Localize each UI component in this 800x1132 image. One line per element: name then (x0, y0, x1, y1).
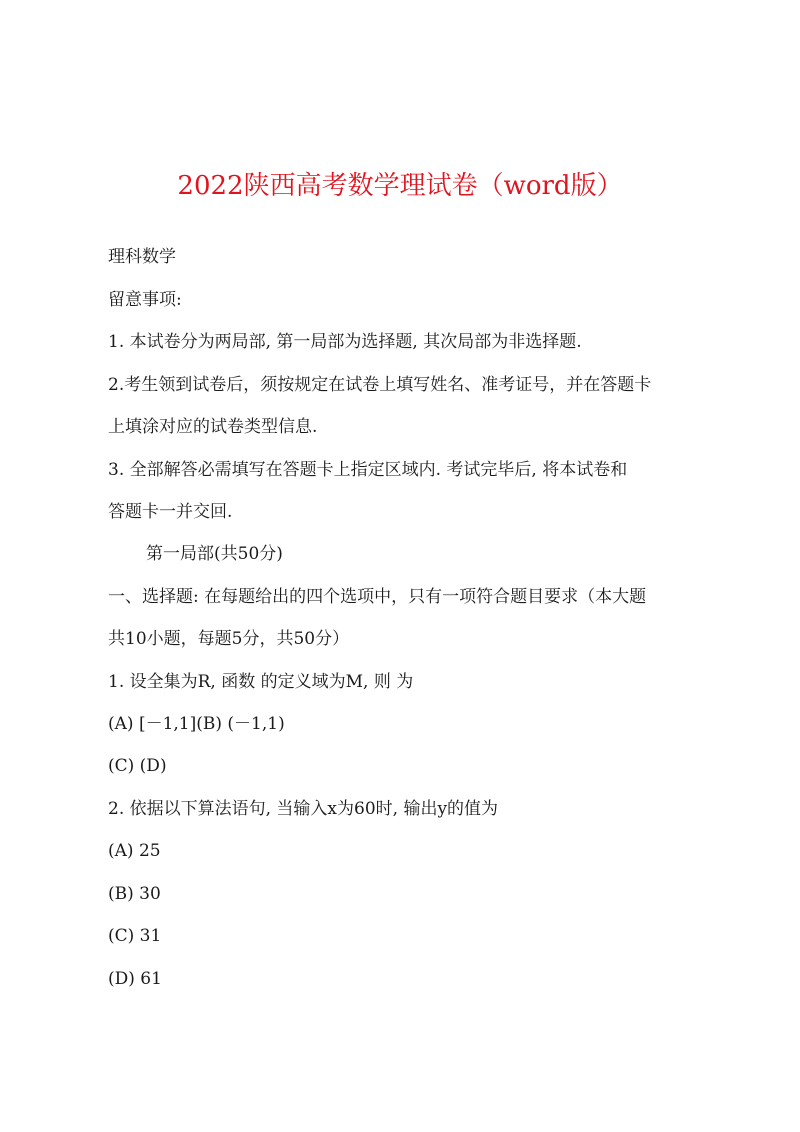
question-2-option-d: (D) 61 (108, 969, 162, 989)
notice-item-3-continued: 答题卡一并交回. (108, 502, 233, 522)
notice-heading: 留意事项: (108, 290, 182, 310)
question-2-option-a: (A) 25 (108, 841, 161, 861)
section-one-instructions: 一、选择题: 在每题给出的四个选项中，只有一项符合题目要求（本大题 (108, 587, 647, 607)
notice-item-1: 1. 本试卷分为两局部, 第一局部为选择题, 其次局部为非选择题. (108, 332, 582, 352)
part-one-heading: 第一局部(共50分) (146, 544, 283, 564)
notice-item-2: 2.考生领到试卷后，须按规定在试卷上填写姓名、准考证号，并在答题卡 (108, 375, 652, 395)
question-2-option-c: (C) 31 (108, 926, 162, 946)
question-2-stem: 2. 依据以下算法语句, 当输入x为60时, 输出y的值为 (108, 799, 499, 819)
notice-item-2-continued: 上填涂对应的试卷类型信息. (108, 417, 318, 437)
question-2-option-b: (B) 30 (108, 884, 161, 904)
question-1-options-ab: (A) [－1,1](B) (－1,1) (108, 714, 285, 734)
section-one-instructions-continued: 共10小题，每题5分，共50分） (108, 629, 350, 649)
question-1-options-cd: (C) (D) (108, 756, 167, 776)
document-title: 2022陕西高考数学理试卷（word版） (177, 171, 623, 201)
subject-label: 理科数学 (108, 247, 176, 267)
notice-item-3: 3. 全部解答必需填写在答题卡上指定区域内. 考试完毕后, 将本试卷和 (108, 460, 628, 480)
question-1-stem: 1. 设全集为R, 函数 的定义域为M, 则 为 (108, 672, 414, 692)
